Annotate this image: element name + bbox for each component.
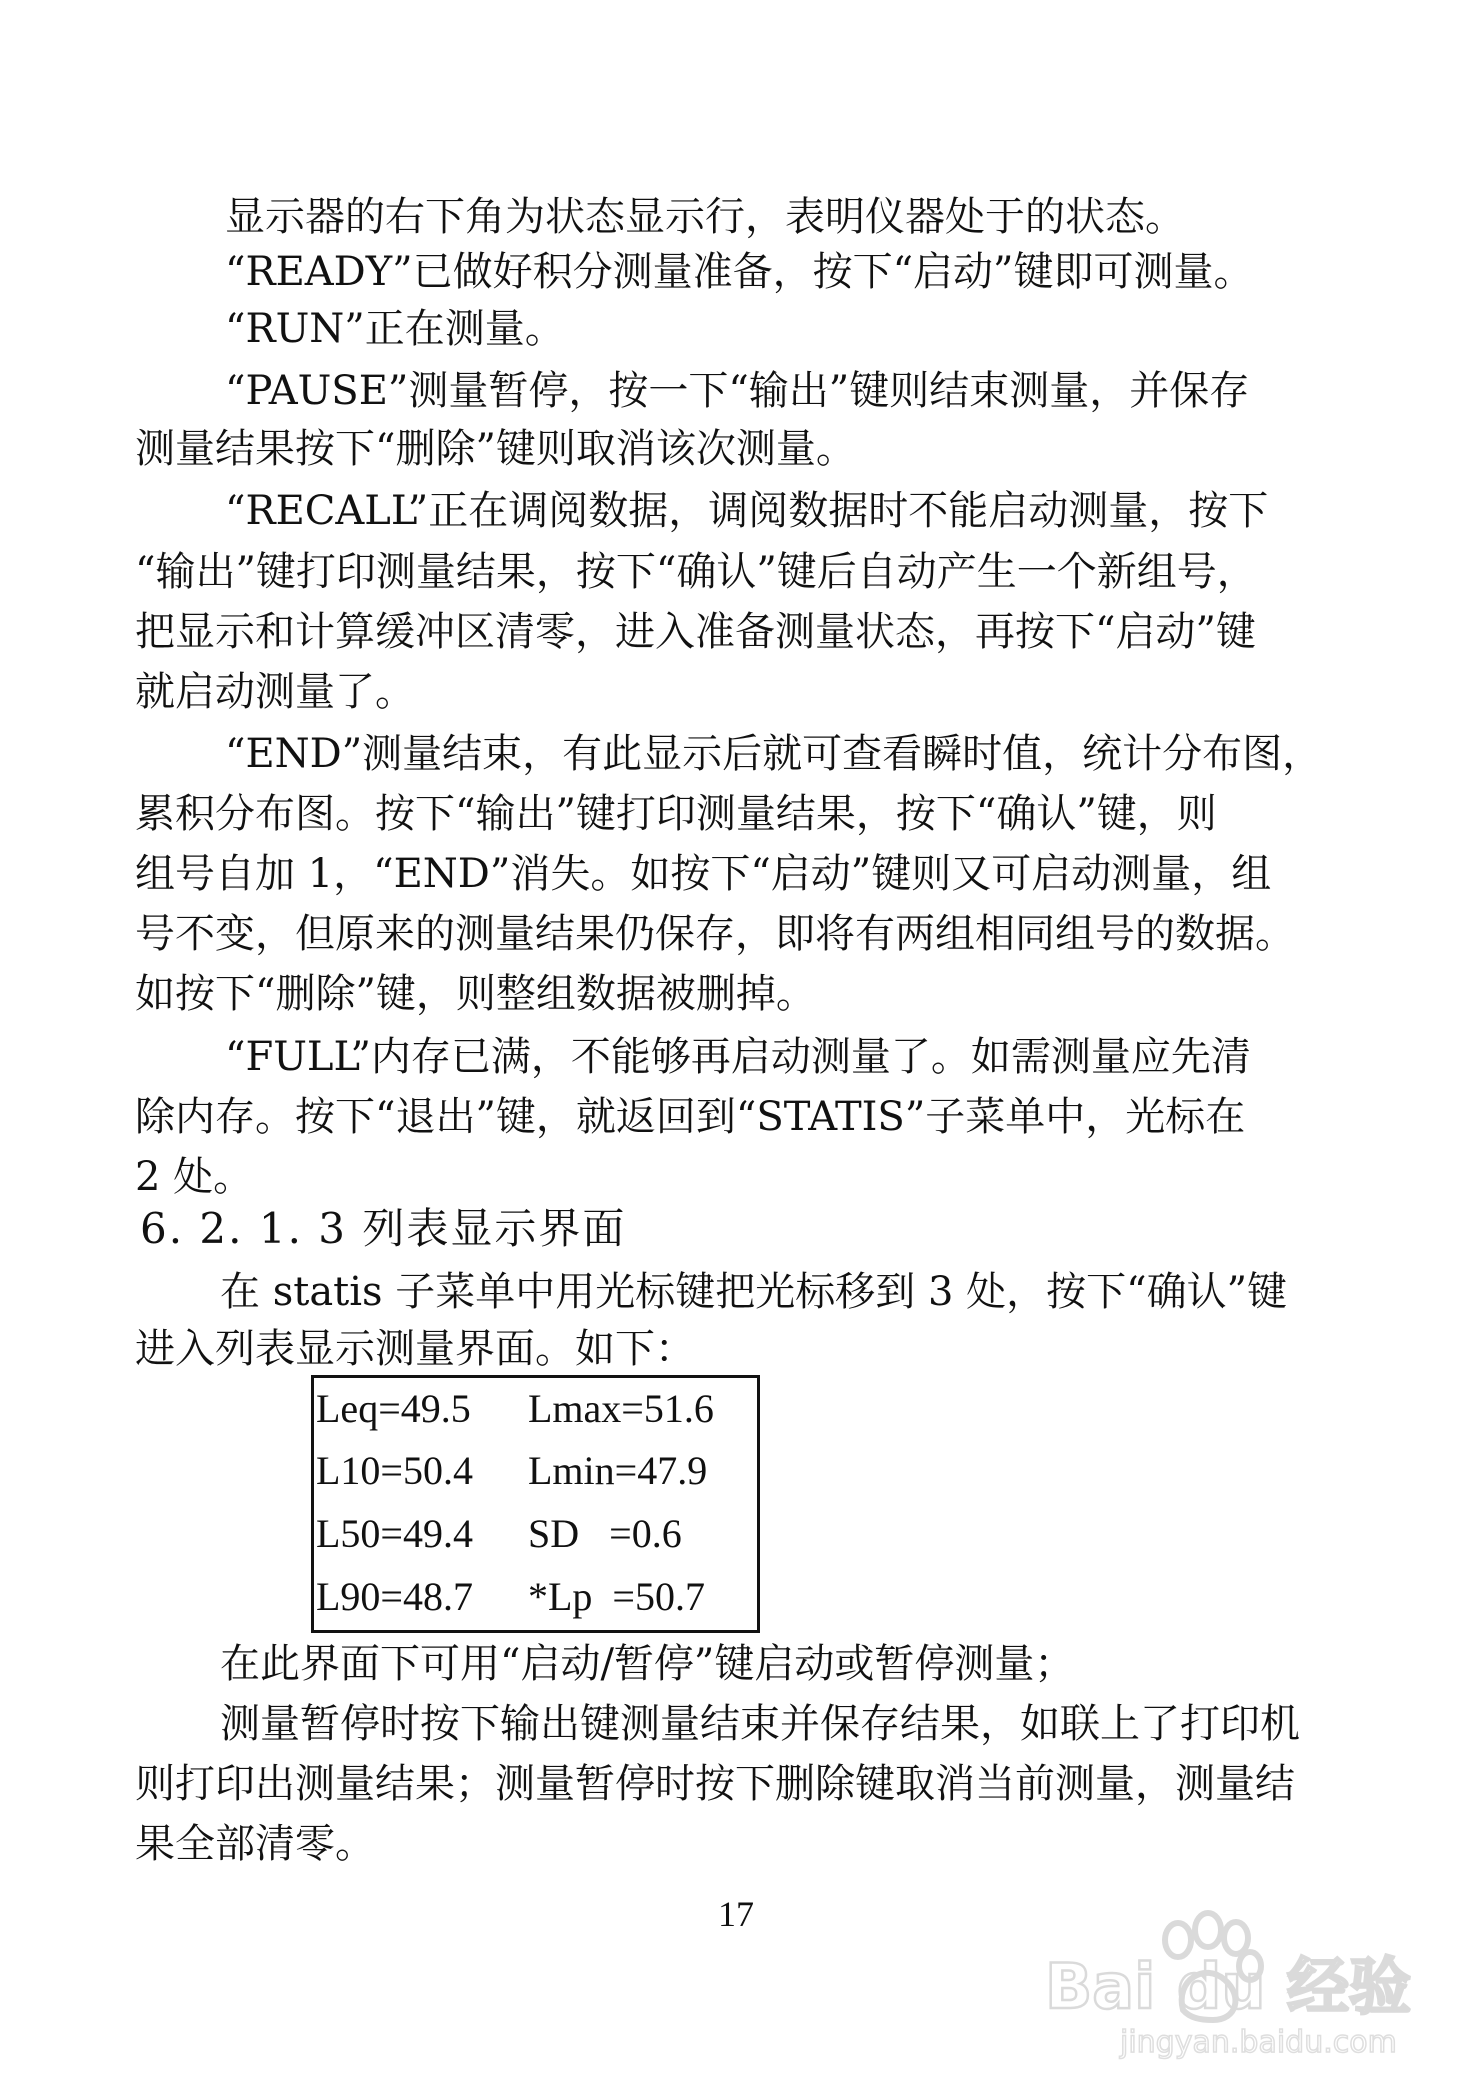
paragraph-line: 就启动测量了。 — [135, 669, 415, 715]
section-heading: 6. 2. 1. 3 列表显示界面 — [140, 1204, 627, 1253]
paragraph-line: “输出”键打印测量结果，按下“确认”键后自动产生一个新组号， — [135, 549, 1257, 595]
display-screen-table — [311, 1375, 760, 1633]
table-cell: L90=48.7 — [316, 1574, 473, 1619]
paragraph-line: 进入列表显示测量界面。如下： — [135, 1326, 695, 1372]
paragraph-line: 组号自加 1，“END”消失。如按下“启动”键则又可启动测量，组 — [135, 851, 1272, 897]
paragraph-line: 号不变，但原来的测量结果仍保存，即将有两组相同组号的数据。 — [135, 911, 1295, 957]
paragraph-line: 把显示和计算缓冲区清零，进入准备测量状态，再按下“启动”键 — [135, 609, 1256, 655]
table-cell: Leq=49.5 — [316, 1386, 471, 1431]
paragraph-line: 除内存。按下“退出”键，就返回到“STATIS”子菜单中，光标在 — [135, 1094, 1246, 1140]
paragraph-line: “READY”已做好积分测量准备，按下“启动”键即可测量。 — [225, 249, 1254, 295]
page-number: 17 — [718, 1894, 754, 1934]
paragraph-line: 在此界面下可用“启动/暂停”键启动或暂停测量； — [220, 1641, 1075, 1687]
table-cell: L50=49.4 — [316, 1511, 473, 1556]
table-cell: Lmax=51.6 — [528, 1386, 714, 1431]
watermark-brand: Bai du 经验 — [1045, 1950, 1412, 2023]
paragraph-line: 测量结果按下“删除”键则取消该次测量。 — [135, 426, 856, 472]
paragraph-line: “END”测量结束，有此显示后就可查看瞬时值，统计分布图， — [225, 731, 1323, 777]
table-cell: SD =0.6 — [528, 1511, 682, 1556]
paragraph-line: 果全部清零。 — [135, 1821, 375, 1867]
watermark-url: jingyan.baidu.com — [1120, 2025, 1397, 2060]
paragraph-line: “PAUSE”测量暂停，按一下“输出”键则结束测量，并保存 — [225, 368, 1250, 414]
table-cell: *Lp =50.7 — [528, 1574, 705, 1619]
baidu-jingyan-watermark — [1015, 1880, 1455, 2060]
paragraph-line: 在 statis 子菜单中用光标键把光标移到 3 处，按下“确认”键 — [220, 1269, 1288, 1315]
table-cell: L10=50.4 — [316, 1448, 473, 1493]
paragraph-line: “RUN”正在测量。 — [225, 306, 565, 352]
paragraph-line: 2 处。 — [135, 1154, 254, 1200]
paragraph-line: “FULL”内存已满，不能够再启动测量了。如需测量应先清 — [225, 1034, 1251, 1080]
paragraph-line: 如按下“删除”键，则整组数据被删掉。 — [135, 971, 816, 1017]
paragraph-line: 显示器的右下角为状态显示行，表明仪器处于的状态。 — [225, 194, 1185, 240]
table-cell: Lmin=47.9 — [528, 1448, 708, 1493]
paragraph-line: 累积分布图。按下“输出”键打印测量结果，按下“确认”键，则 — [135, 791, 1217, 837]
paragraph-line: 则打印出测量结果；测量暂停时按下删除键取消当前测量，测量结 — [135, 1761, 1295, 1807]
paragraph-line: 测量暂停时按下输出键测量结束并保存结果，如联上了打印机 — [220, 1701, 1300, 1747]
paragraph-line: “RECALL”正在调阅数据，调阅数据时不能启动测量，按下 — [225, 488, 1269, 534]
